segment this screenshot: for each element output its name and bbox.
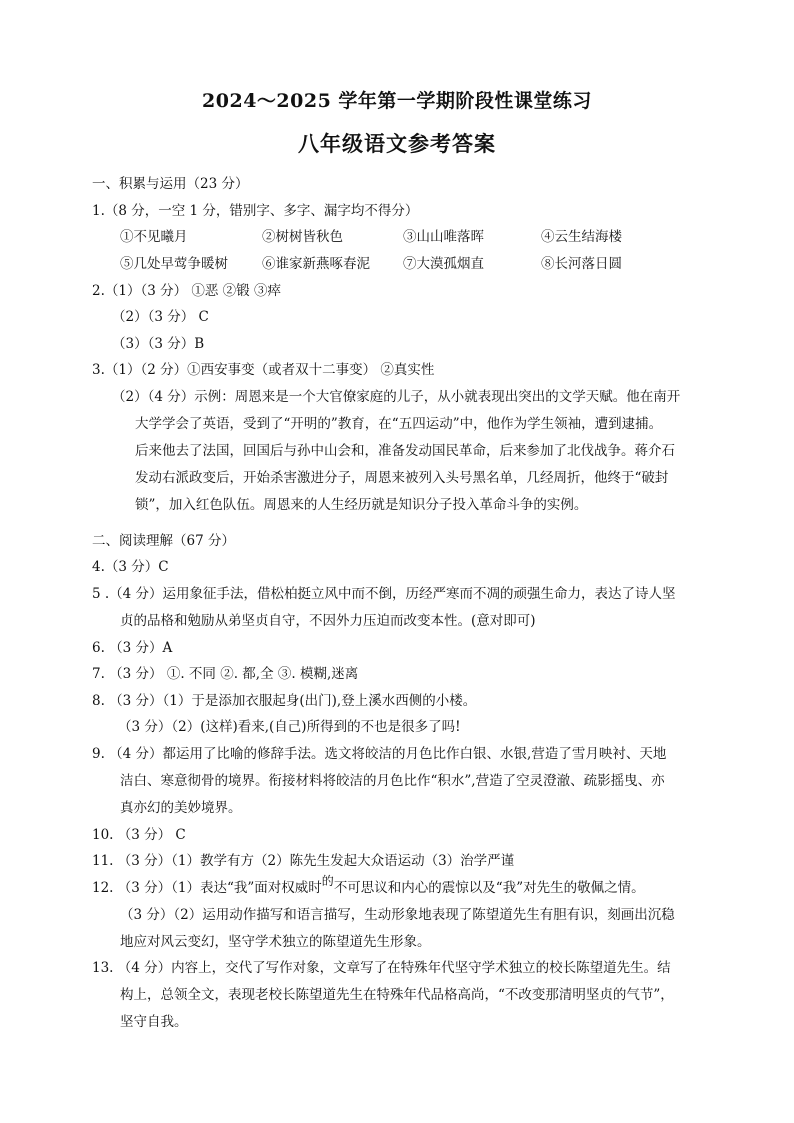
q6-answer: 6. （3 分）A — [92, 640, 173, 656]
q12-raised-char: 的 — [321, 874, 334, 888]
section-heading-1: 一、积累与运用（23 分） — [92, 176, 249, 192]
q2-line-2: （2）（3 分） C — [112, 309, 209, 325]
document-title: 2024～2025 学年第一学期阶段性课堂练习 — [202, 90, 592, 112]
q1-heading: 1.（8 分，一空 1 分，错别字、多字、漏字均不得分） — [92, 203, 419, 219]
q4-answer: 4.（3 分）C — [92, 559, 169, 575]
document-subtitle: 八年级语文参考答案 — [298, 131, 496, 156]
q1-answer: ⑦大漠孤烟直 — [403, 256, 484, 272]
q3-paragraph-line: （2）（4 分）示例：周恩来是一个大官僚家庭的儿子，从小就表现出突出的文学天赋。他在南开 — [112, 389, 681, 405]
q11-answer: 11. （3 分）（1）教学有方（2）陈先生发起大众语运动（3）治学严谨 — [92, 853, 515, 869]
q12-line: 地应对风云变幻，坚守学术独立的陈望道先生形象。 — [120, 934, 431, 950]
q13-line: 13. （4 分）内容上，交代了写作对象，文章写了在特殊年代坚守学术独立的校长陈望道先生。结 — [92, 960, 671, 976]
q3-line-1: 3.（1）（2 分）①西安事变（或者双十二事变） ②真实性 — [92, 362, 435, 378]
q7-answer: 7. （3 分） ①. 不同 ②. 都,全 ③. 模糊,迷离 — [92, 666, 359, 682]
q8-line: 8. （3 分）（1）于是添加衣服起身(出门),登上溪水西侧的小楼。 — [92, 693, 477, 709]
q9-line: 洁白、寒意彻骨的境界。衔接材料将皎洁的月色比作“积水”,营造了空灵澄澈、疏影摇曳、亦 — [120, 773, 665, 789]
q13-line: 坚守自我。 — [120, 1014, 188, 1030]
q9-line: 9. （4 分）都运用了比喻的修辞手法。选文将皎洁的月色比作白银、水银,营造了雪月映衬、天地 — [92, 746, 667, 762]
q2-line-3: （3）（3 分）B — [112, 336, 205, 352]
q2-line-1: 2.（1）（3 分） ①恶 ②锻 ③瘁 — [92, 283, 281, 299]
q9-line: 真亦幻的美妙境界。 — [120, 800, 242, 816]
q1-answer: ①不见曦月 — [120, 229, 188, 245]
q5-line: 贞的品格和勉励从弟坚贞自守，不因外力压迫而改变本性。(意对即可) — [120, 613, 536, 629]
q1-answer: ④云生结海楼 — [541, 229, 622, 245]
q1-answer: ⑧长河落日圆 — [541, 256, 622, 272]
q1-answer: ⑥谁家新燕啄春泥 — [262, 256, 370, 272]
q3-paragraph-line: 发动右派政变后，开始杀害激进分子，周恩来被列入头号黑名单，几经周折，他终于“破封 — [135, 470, 669, 486]
q12-line: （3 分）（2）运用动作描写和语言描写，生动形象地表现了陈望道先生有胆有识，刻画出沉稳 — [120, 907, 675, 923]
q8-line: （3 分）（2）(这样)看来,(自己)所得到的不也是很多了吗! — [118, 719, 461, 735]
q1-answer: ②树树皆秋色 — [262, 229, 343, 245]
section-heading-2: 二、阅读理解（67 分） — [92, 533, 235, 549]
q3-paragraph-line: 锁”，加入红色队伍。周恩来的人生经历就是知识分子投入革命斗争的实例。 — [135, 497, 588, 513]
q13-line: 构上，总领全文，表现老校长陈望道先生在特殊年代品格高尚，“不改变那清明坚贞的气节”， — [120, 987, 674, 1003]
q3-paragraph-line: 大学学会了英语，受到了“开明的”教育，在“五四运动”中，他作为学生领袖，遭到逮捕。 — [135, 416, 663, 432]
q10-answer: 10. （3 分） C — [92, 827, 186, 843]
q3-paragraph-line: 后来他去了法国，回国后与孙中山会和，准备发动国民革命，后来参加了北伐战争。蒋介石 — [135, 443, 675, 459]
q1-answer: ③山山唯落晖 — [403, 229, 484, 245]
q1-answer: ⑤几处早莺争暖树 — [120, 256, 228, 272]
q5-line: 5 .（4 分）运用象征手法，借松柏挺立风中而不倒，历经严寒而不凋的顽强生命力，表达了诗人坚 — [92, 586, 676, 602]
q12-line-end: 不可思议和内心的震惊以及“我”对先生的敬佩之情。 — [333, 880, 645, 896]
q12-line-start: 12. （3 分）（1）表达“我”面对权威时 — [92, 880, 322, 896]
q12-line — [92, 874, 645, 897]
